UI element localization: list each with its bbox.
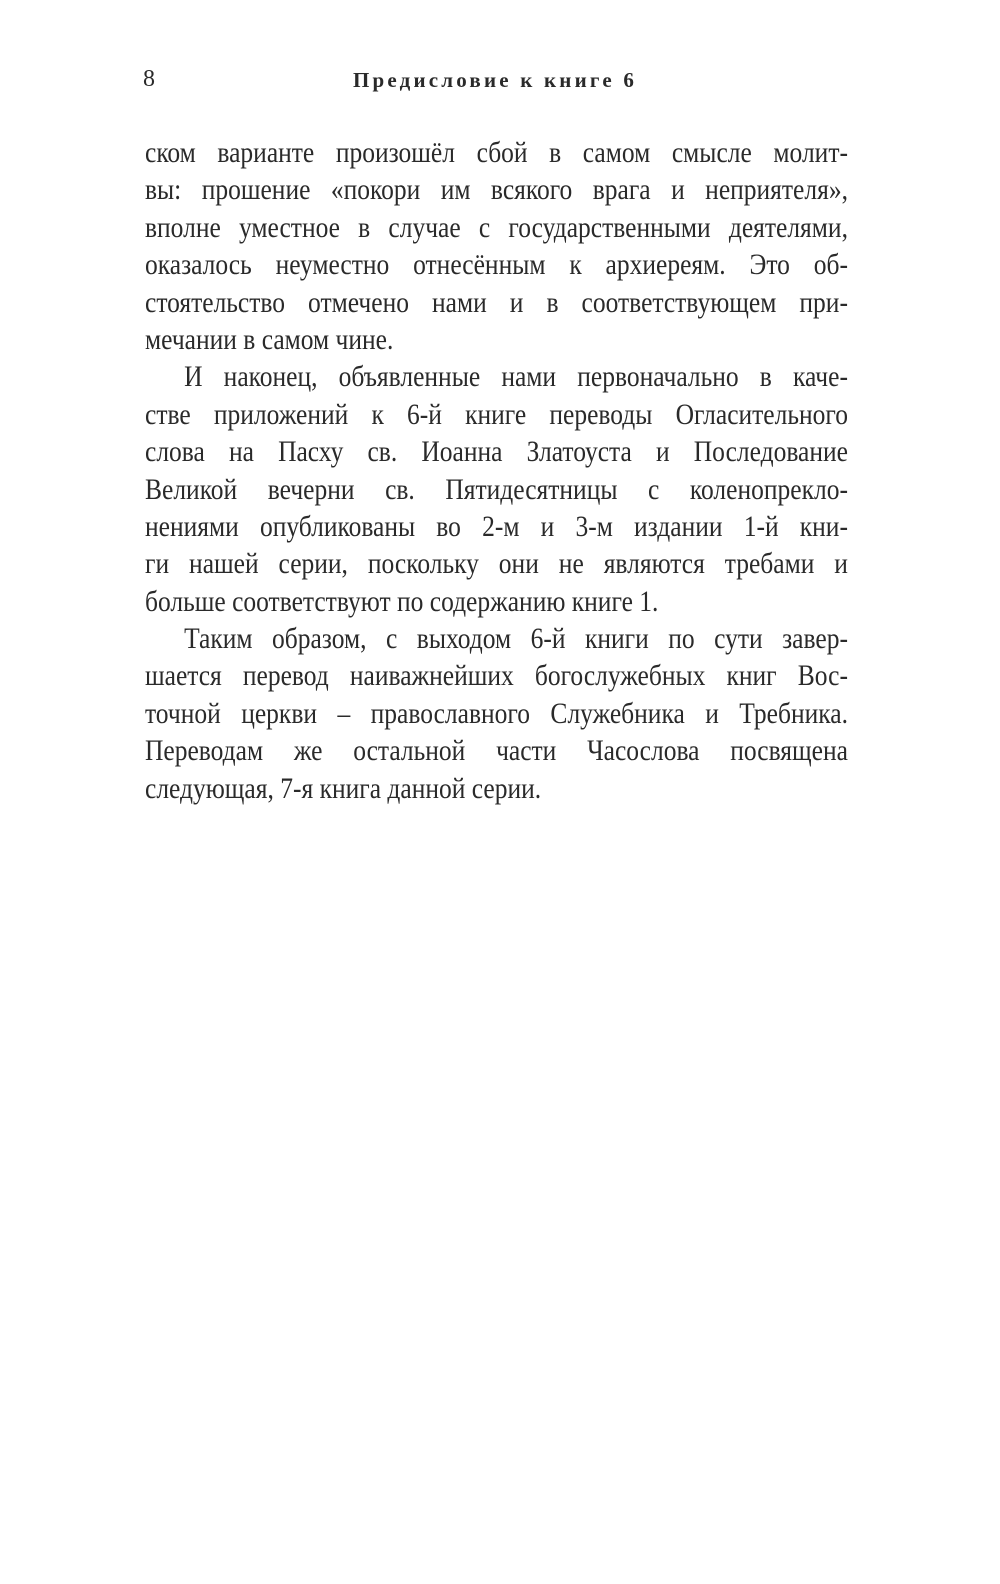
text-line: И наконец, объявленные нами первоначально в каче- xyxy=(184,360,848,394)
text-line: больше соответствуют по содержанию книге 1. xyxy=(145,584,659,618)
text-line: нениями опубликованы во 2-м и 3-м издании 1-й кни- xyxy=(145,509,848,543)
text-line: стоятельство отмечено нами и в соответствующем при- xyxy=(145,285,848,319)
text-line: вы: прошение «покори им всякого врага и неприятеля», xyxy=(145,173,848,207)
text-line: шается перевод наиважнейших богослужебных книг Вос- xyxy=(145,659,848,693)
text-line: стве приложений к 6-й книге переводы Огласительного xyxy=(145,397,848,431)
body-text xyxy=(145,134,848,807)
text-line: Великой вечерни св. Пятидесятницы с коленопрекло- xyxy=(145,472,848,506)
text-line: Переводам же остальной части Часослова посвящена xyxy=(145,734,848,768)
paragraph xyxy=(145,134,848,358)
text-line: ги нашей серии, поскольку они не являются требами и xyxy=(145,547,848,581)
text-line: следующая, 7-я книга данной серии. xyxy=(145,771,542,805)
page-number: 8 xyxy=(143,66,155,92)
text-line: Таким образом, с выходом 6-й книги по сути завер- xyxy=(184,622,848,656)
text-line: слова на Пасху св. Иоанна Златоуста и Последование xyxy=(145,435,848,469)
text-line: точной церкви – православного Служебника и Требника. xyxy=(145,696,848,730)
running-head: Предисловие к книге 6 xyxy=(352,68,638,92)
paragraph xyxy=(145,620,848,807)
text-line: ском варианте произошёл сбой в самом смысле молит- xyxy=(145,136,848,169)
text-line: вполне уместное в случае с государственными деятелями, xyxy=(145,210,848,244)
text-line: мечании в самом чине. xyxy=(145,322,394,356)
text-line: оказалось неуместно отнесённым к архиереям. Это об- xyxy=(145,248,848,282)
paragraph xyxy=(145,358,848,620)
